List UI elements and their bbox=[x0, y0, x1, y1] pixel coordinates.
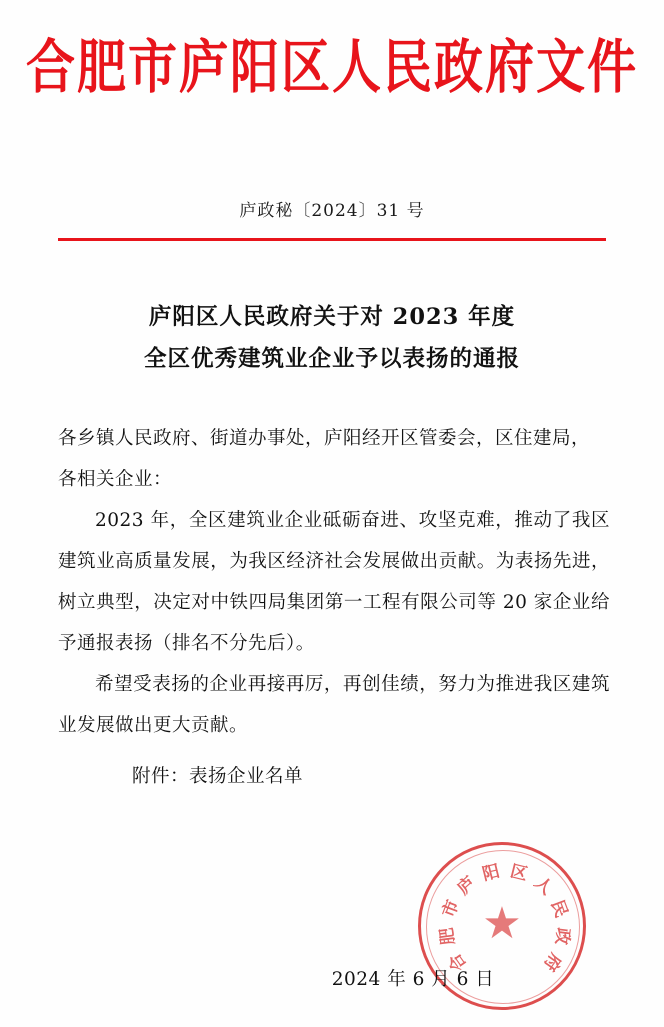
seal-char: 市 bbox=[438, 897, 464, 921]
seal-char: 肥 bbox=[436, 926, 459, 946]
seal-char: 府 bbox=[539, 949, 566, 975]
body-paragraph-2: 希望受表扬的企业再接再厉，再创佳绩，努力为推进我区建筑业发展做出更大贡献。 bbox=[58, 674, 610, 736]
document-title-line-2: 全区优秀建筑业企业予以表扬的通报 bbox=[143, 346, 520, 372]
seal-char: 政 bbox=[551, 926, 574, 946]
document-date-value: 2024 年 6 月 6 日 bbox=[331, 969, 495, 990]
document-number: 庐政秘〔2024〕31 号 bbox=[239, 201, 425, 221]
seal-char: 区 bbox=[508, 861, 530, 885]
attachment-note: 附件：表扬企业名单 bbox=[132, 766, 304, 787]
document-body bbox=[58, 418, 610, 746]
seal-char: 人 bbox=[530, 872, 557, 900]
body-paragraph-1: 2023 年，全区建筑业企业砥砺奋进、攻坚克难，推动了我区建筑业高质量发展，为我区经济社会发展做出贡献。为表扬先进，树立典型，决定对中铁四局集团第一工程有限公司等 20 家企业给予通报表扬（排名不分先后）。 bbox=[58, 510, 610, 654]
salutation-line-2: 各相关企业： bbox=[58, 469, 173, 490]
seal-char: 民 bbox=[546, 897, 572, 921]
seal-char: 合 bbox=[444, 949, 471, 975]
document-title bbox=[0, 296, 664, 380]
salutation-line-1: 各乡镇人民政府、街道办事处，庐阳经开区管委会，区住建局， bbox=[58, 428, 591, 449]
seal-char: 阳 bbox=[480, 861, 502, 885]
red-separator-rule bbox=[58, 238, 606, 241]
seal-star-icon: ★ bbox=[482, 898, 522, 949]
document-date bbox=[0, 965, 664, 991]
government-document-header-title: 合肥市庐阳区人民政府文件 bbox=[25, 32, 638, 102]
document-title-line-1: 庐阳区人民政府关于对 2023 年度 bbox=[148, 304, 516, 330]
document-header bbox=[0, 32, 664, 102]
seal-char: 庐 bbox=[453, 872, 480, 900]
